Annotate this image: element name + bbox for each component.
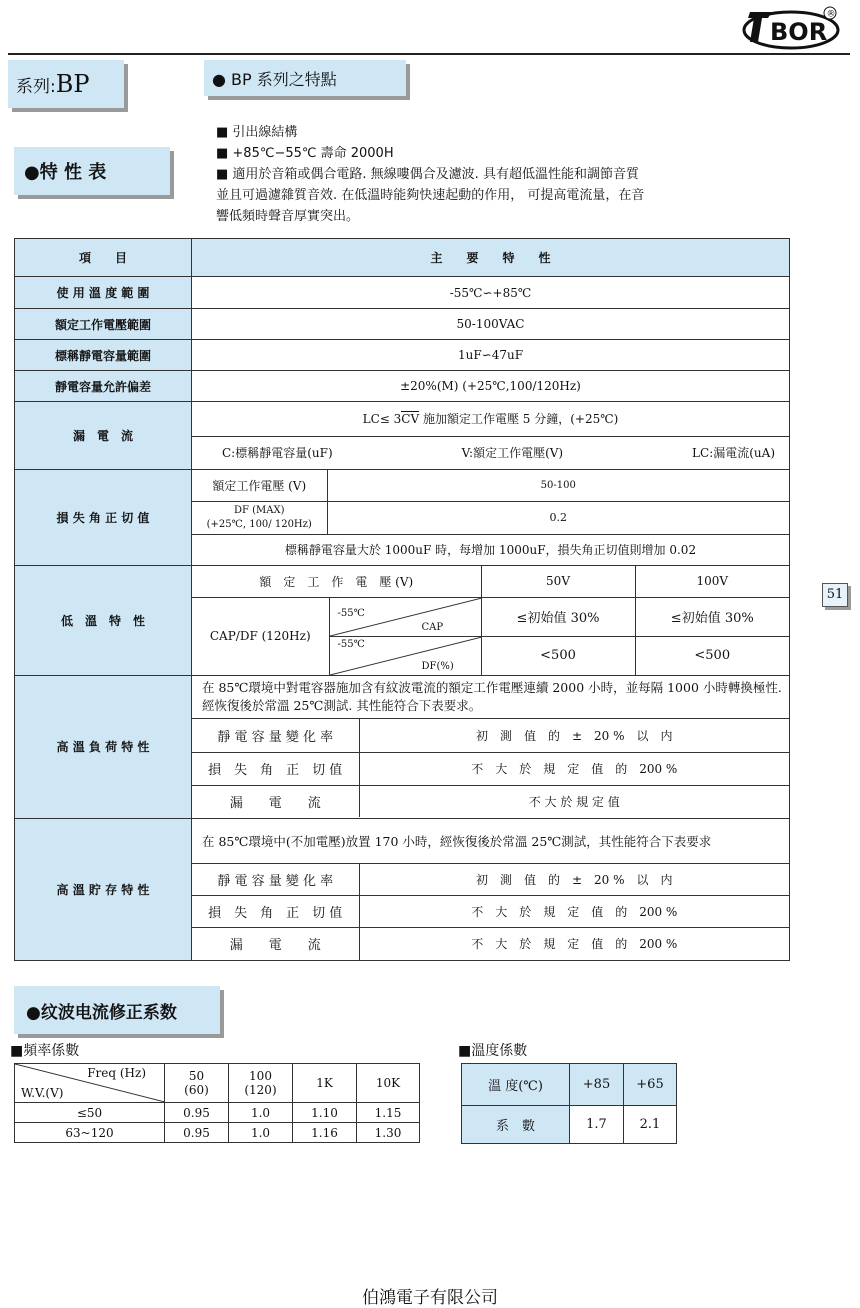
temp-header-label: 溫 度(℃) xyxy=(462,1064,570,1106)
freq-wv: ≤50 xyxy=(15,1103,165,1123)
storage-row-value: 不 大 於 規 定 值 的 200 % xyxy=(359,896,789,928)
storage-row-key: 損 失 角 正 切 值 xyxy=(192,896,359,928)
freq-val: 1.15 xyxy=(357,1103,420,1123)
series-tab xyxy=(8,60,124,108)
temp-row-val: 2.1 xyxy=(624,1106,677,1144)
header-item: 項 目 xyxy=(15,239,192,277)
df-max-line2: (+25℃, 100/ 120Hz) xyxy=(206,518,312,530)
feature-line: 並且可過濾雜質音效. 在低溫時能夠快速起動的作用， 可提高電流量，在音 xyxy=(216,188,645,203)
freq-val: 1.0 xyxy=(229,1123,293,1143)
spec-table xyxy=(14,238,790,961)
low-temp-label: 低 溫 特 性 xyxy=(15,566,192,676)
low-rv-label: 額 定 工 作 電 壓 (V) xyxy=(192,566,481,597)
storage-row-key: 靜 電 容 量 變 化 率 xyxy=(192,864,359,896)
storage-row-value: 初 測 值 的 ± 20 % 以 内 xyxy=(359,864,789,896)
registered-mark: ® xyxy=(826,9,836,20)
low-df-100: <500 xyxy=(635,636,789,675)
df-cell xyxy=(192,470,790,566)
load-row-key: 損 失 角 正 切 值 xyxy=(192,752,359,785)
voltage-range-value: 50-100VAC xyxy=(192,309,790,340)
leakage-formula xyxy=(192,402,789,436)
legend-lc: LC:漏電流(uA) xyxy=(692,446,775,461)
header-rule xyxy=(8,53,850,55)
ripple-tab xyxy=(14,986,220,1034)
series-label: 系列: xyxy=(16,76,56,97)
freq-corner xyxy=(15,1064,165,1103)
storage-row-value: 不 大 於 規 定 值 的 200 % xyxy=(359,928,789,960)
leakage-label: 漏 電 流 xyxy=(15,402,192,470)
low-cap-50: ≤初始值 30% xyxy=(481,597,635,636)
low-df-diagonal xyxy=(329,636,481,675)
company-logo xyxy=(742,4,840,50)
freq-header: 10K xyxy=(357,1064,420,1103)
freq-header xyxy=(229,1064,293,1103)
freq-val: 1.30 xyxy=(357,1123,420,1143)
low-cap-100: ≤初始值 30% xyxy=(635,597,789,636)
freq-header-line: (60) xyxy=(184,1083,209,1097)
formula-prefix: LC≤ 3 xyxy=(362,412,402,427)
load-row-key: 靜 電 容 量 變 化 率 xyxy=(192,718,359,752)
header-main: 主 要 特 性 xyxy=(192,239,790,277)
load-row-value: 不 大 於 規 定 值 的 200 % xyxy=(359,752,789,785)
df-rv-value: 50-100 xyxy=(327,470,789,501)
load-life-label: 高 溫 負 荷 特 性 xyxy=(15,675,192,818)
temp-range-value: -55℃∽+85℃ xyxy=(192,277,790,309)
formula-root: CV xyxy=(401,412,420,427)
low-100v: 100V xyxy=(635,566,789,597)
low-50v: 50V xyxy=(481,566,635,597)
spec-table-tab xyxy=(14,147,170,195)
formula-suffix: 施加額定工作電壓 5 分鐘，(+25℃) xyxy=(419,412,619,427)
low-temp-cell xyxy=(192,566,790,676)
temp-title: ■溫度係數 xyxy=(458,1043,528,1059)
spec-tab-label: ●特 性 表 xyxy=(24,162,107,183)
features-list xyxy=(216,122,716,227)
freq-val: 0.95 xyxy=(165,1103,229,1123)
feature-line: ■ 適用於音箱或偶合電路. 無線嘍偶合及濾波. 具有超低溫性能和調節音質 xyxy=(216,167,639,182)
logo-text: BOR xyxy=(770,18,828,46)
temp-header-val: +85 xyxy=(570,1064,624,1106)
load-life-cell xyxy=(192,675,790,818)
capacitance-range-value: 1uF∽47uF xyxy=(192,340,790,371)
low-df-header: DF(%) xyxy=(421,660,454,672)
freq-corner-bottom: W.V.(V) xyxy=(21,1086,64,1100)
features-tab-label: ● BP 系列之特點 xyxy=(212,69,337,89)
freq-wv: 63~120 xyxy=(15,1123,165,1143)
load-row-value: 初 測 值 的 ± 20 % 以 内 xyxy=(359,718,789,752)
freq-table xyxy=(14,1063,420,1143)
low-m55-2: -55℃ xyxy=(337,638,365,650)
low-cap-header: CAP xyxy=(421,621,444,633)
df-rv-label: 額定工作電壓 (V) xyxy=(192,470,327,501)
tolerance-label: 靜電容量允許偏差 xyxy=(15,371,192,402)
freq-val: 0.95 xyxy=(165,1123,229,1143)
feature-line: 響低頻時聲音厚實突出。 xyxy=(216,209,360,224)
freq-val: 1.0 xyxy=(229,1103,293,1123)
freq-val: 1.16 xyxy=(293,1123,357,1143)
temp-header-val: +65 xyxy=(624,1064,677,1106)
df-label: 損 失 角 正 切 值 xyxy=(15,470,192,566)
features-tab xyxy=(204,60,406,96)
low-df-50: <500 xyxy=(481,636,635,675)
low-cap-diagonal xyxy=(329,597,481,636)
tolerance-value: ±20%(M) (+25℃,100/120Hz) xyxy=(192,371,790,402)
storage-cell xyxy=(192,818,790,960)
legend-c: C:標稱靜電容量(uF) xyxy=(222,446,333,461)
leakage-legend xyxy=(192,436,789,469)
load-row-value: 不 大 於 規 定 值 xyxy=(359,785,789,817)
storage-row-key: 漏 電 流 xyxy=(192,928,359,960)
feature-line: ■ 引出線結構 xyxy=(216,125,298,140)
storage-desc: 在 85℃環境中(不加電壓)放置 170 小時，經恢復後於常溫 25℃測試，其性能符合下表要求 xyxy=(192,819,789,864)
df-max-value: 0.2 xyxy=(327,501,789,534)
temp-row-label: 系 數 xyxy=(462,1106,570,1144)
ripple-tab-label: ●纹波电流修正系数 xyxy=(26,1002,177,1023)
series-value: BP xyxy=(55,70,90,98)
freq-val: 1.10 xyxy=(293,1103,357,1123)
temp-row-val: 1.7 xyxy=(570,1106,624,1144)
temp-table xyxy=(461,1063,677,1144)
leakage-cell xyxy=(192,402,790,470)
temp-range-label: 使 用 溫 度 範 圍 xyxy=(15,277,192,309)
storage-label: 高 溫 貯 存 特 性 xyxy=(15,818,192,960)
freq-title: ■頻率係數 xyxy=(10,1043,80,1059)
freq-header-line: (120) xyxy=(244,1083,277,1097)
low-capdf-label: CAP/DF (120Hz) xyxy=(192,597,329,675)
capacitance-range-label: 標稱靜電容量範圍 xyxy=(15,340,192,371)
freq-corner-top: Freq (Hz) xyxy=(87,1066,146,1080)
low-m55-1: -55℃ xyxy=(337,607,365,619)
company-footer: 伯鴻電子有限公司 xyxy=(362,1288,498,1308)
freq-header-line: 100 xyxy=(249,1069,272,1083)
freq-header xyxy=(165,1064,229,1103)
voltage-range-label: 額定工作電壓範圍 xyxy=(15,309,192,340)
df-note: 標稱靜電容量大於 1000uF 時，每增加 1000uF，損失角正切值則增加 0.02 xyxy=(284,543,697,558)
load-life-desc: 在 85℃環境中對電容器施加含有紋波電流的額定工作電壓連續 2000 小時，並每隔 1000 小時轉換極性. 經恢復後於常溫 25℃測試. 其性能符合下表要求。 xyxy=(192,676,789,718)
feature-line: ■ +85℃−55℃ 壽命 2000H xyxy=(216,146,394,161)
df-max-label xyxy=(192,501,327,534)
freq-header: 1K xyxy=(293,1064,357,1103)
page-number: 51 xyxy=(822,583,848,607)
legend-v: V:額定工作電壓(V) xyxy=(461,446,564,461)
df-max-line1: DF (MAX) xyxy=(233,504,285,516)
load-row-key: 漏 電 流 xyxy=(192,785,359,817)
freq-header-line: 50 xyxy=(188,1069,205,1083)
